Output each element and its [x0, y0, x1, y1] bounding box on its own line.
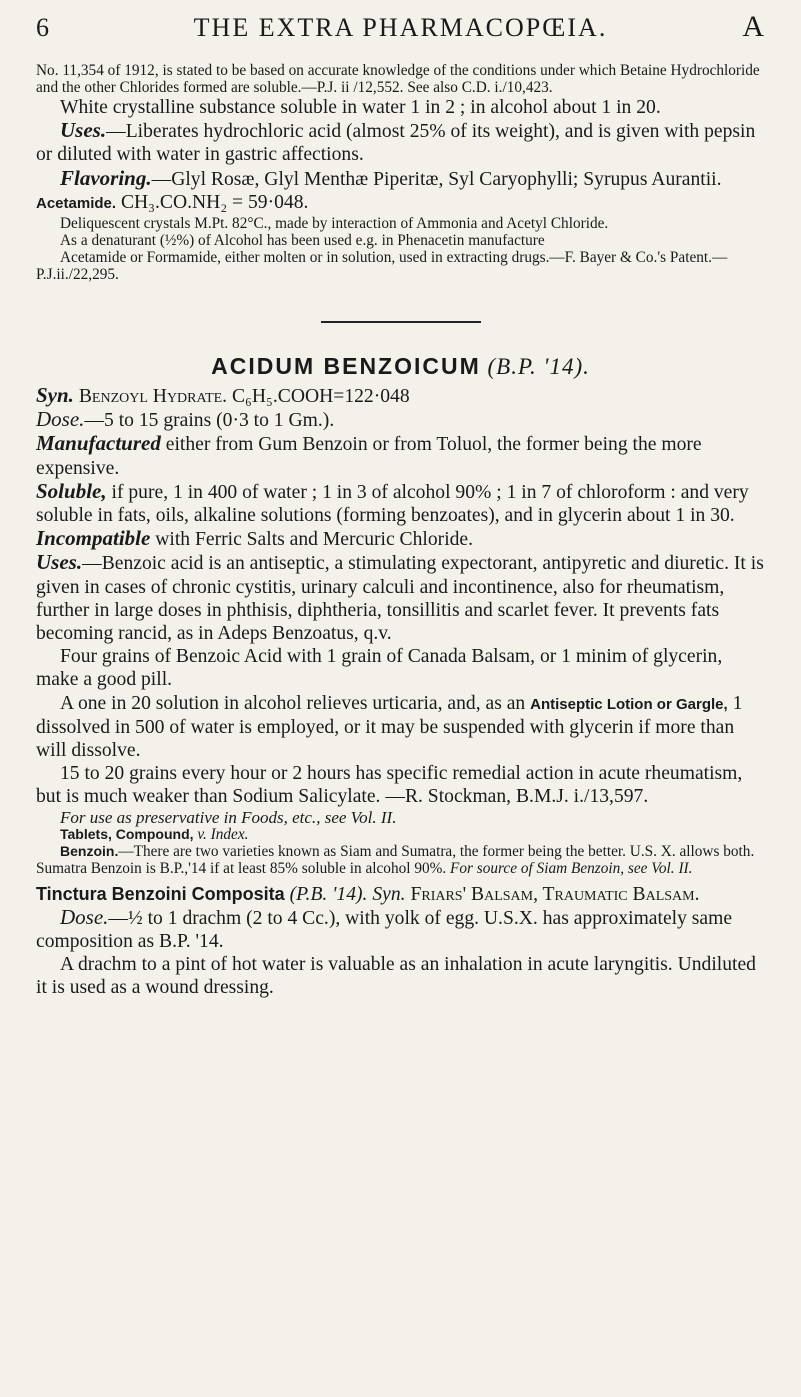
divider-rule	[321, 321, 481, 323]
section-letter: A	[742, 10, 765, 43]
syn-heading: Syn.	[36, 383, 74, 408]
syn-text: Benzoyl Hydrate.	[78, 386, 228, 408]
acetamide-heading: Acetamide.	[36, 194, 117, 212]
incompatible-paragraph	[36, 527, 765, 551]
flavoring-paragraph	[36, 167, 765, 191]
section-suffix: (B.P. '14).	[487, 354, 590, 380]
running-title: THE EXTRA PHARMACOPŒIA.	[193, 13, 608, 42]
flavoring-text: —Glyl Rosæ, Glyl Menthæ Piperitæ, Syl Caryophylli; Syrupus Aurantii.	[151, 168, 722, 190]
tablets-heading: Tablets, Compound,	[60, 825, 194, 842]
lotion-text-c: 1 dissolved in 500 of water is employed, or it may be suspended with glycerin if more than will dissolve.	[36, 692, 743, 762]
preservative-note: For use as preservative in Foods, etc., see Vol. II.	[60, 807, 397, 827]
benzoin-heading: Benzoin.	[60, 842, 119, 859]
syn-formula: C₆H₅.COOH=122·048	[231, 386, 410, 408]
rheumatism-paragraph: 15 to 20 grains every hour or 2 hours has specific remedial action in acute rheumatism, but is much weaker than Sodium Salicylate. —R. Stockman, B.M.J. i./13,597.	[36, 763, 743, 808]
tinctura-syn: Syn.	[372, 883, 406, 905]
soluble-paragraph	[36, 480, 765, 527]
benzoin-tail: For source of Siam Benzoin, see Vol. II.	[450, 859, 693, 877]
uses-paragraph-2	[36, 551, 765, 645]
top-note: No. 11,354 of 1912, is stated to be based on accurate knowledge of the conditions under which Betaine Hydrochloride and the other Chlorides formed are soluble.—P.J. ii /12,552. See also C.D. i./10,423.	[36, 62, 760, 96]
section-title	[36, 353, 765, 380]
acetamide-p1: Deliquescent crystals M.Pt. 82°C., made by interaction of Ammonia and Acetyl Chloride.	[60, 215, 609, 233]
tinctura-heading: Tinctura Benzoini Composita	[36, 883, 285, 904]
uses-text: —Liberates hydrochloric acid (almost 25% of its weight), and is given with pepsin or diluted with water in gastric affections.	[36, 121, 756, 166]
manufactured-heading: Manufactured	[36, 431, 161, 456]
lotion-paragraph	[36, 692, 765, 763]
syn-line	[36, 384, 765, 408]
lotion-heading: Antiseptic Lotion or Gargle,	[530, 695, 728, 713]
tinctura-mid: (P.B. '14).	[289, 883, 368, 905]
dose2-text: —½ to 1 drachm (2 to 4 Cc.), with yolk of egg. U.S.X. has approximately same composition as B.P. '14.	[36, 907, 733, 953]
page-header	[36, 10, 765, 44]
section-name: ACIDUM BENZOICUM	[211, 353, 481, 380]
manufactured-paragraph	[36, 432, 765, 479]
tinctura-text: Friars' Balsam, Traumatic Balsam.	[410, 883, 700, 905]
tablets-line	[36, 826, 765, 843]
dose-text: —5 to 15 grains (0·3 to 1 Gm.).	[84, 410, 335, 432]
dose-line	[36, 408, 765, 432]
acetamide-formula: CH₃.CO.NH₂ = 59·048.	[120, 191, 309, 213]
acetamide-p3: Acetamide or Formamide, either molten or in solution, used in extracting drugs.—F. Bayer & Co.'s Patent.—P.J.ii./22,295.	[36, 249, 728, 284]
page-number: 6	[36, 13, 50, 42]
uses-heading-2: Uses.	[36, 550, 83, 575]
dose2-heading: Dose.	[60, 904, 109, 929]
tinctura-paragraph	[36, 883, 765, 906]
uses-paragraph-1	[36, 119, 765, 166]
dose-heading: Dose.	[36, 407, 85, 432]
dose2-paragraph	[36, 906, 765, 953]
soluble-heading: Soluble,	[36, 478, 107, 503]
acetamide-p2: As a denaturant (½%) of Alcohol has been used e.g. in Phenacetin manufacture	[60, 232, 545, 250]
benzoin-paragraph	[36, 843, 765, 877]
incompatible-heading: Incompatible	[36, 526, 151, 551]
uses-text-2: —Benzoic acid is an antiseptic, a stimulating expectorant, antipyretic and diuretic. It is given in cases of chronic cystitis, urinary calculi and incontinence, also for rheumatism, further in large doses in phthisis, diphtheria, tonsillitis and scarlet fever. It prevents fats becoming rancid, as in Adeps Benzoatus, q.v.	[36, 553, 764, 645]
acetamide-heading-line	[36, 191, 765, 215]
benzoin-text: —There are two varieties known as Siam and Sumatra, the former being the better. U.S. X. allows both. Sumatra Benzoin is B.P.,'14 if at least 85% soluble in alcohol 90%.	[36, 842, 755, 877]
incompatible-text: with Ferric Salts and Mercuric Chloride.	[155, 529, 474, 551]
white-line: White crystalline substance soluble in water 1 in 2 ; in alcohol about 1 in 20.	[60, 97, 661, 118]
uses-heading: Uses.	[60, 118, 107, 143]
flavoring-heading: Flavoring.	[60, 165, 152, 190]
manufactured-text: either from Gum Benzoin or from Toluol, the former being the more expensive.	[36, 434, 702, 479]
pill-paragraph: Four grains of Benzoic Acid with 1 grain of Canada Balsam, or 1 minim of glycerin, make a good pill.	[36, 646, 723, 691]
soluble-text: if pure, 1 in 400 of water ; 1 in 3 of alcohol 90% ; 1 in 7 of chloroform : and very soluble in fats, oils, alkaline solutions (forming benzoates), and in glycerin about 1 in 30.	[36, 481, 749, 527]
lotion-text-a: A one in 20 solution in alcohol relieves urticaria, and, as an	[60, 692, 526, 714]
tablets-text: v. Index.	[197, 825, 249, 843]
inhalation-paragraph: A drachm to a pint of hot water is valuable as an inhalation in acute laryngitis. Undiluted it is used as a wound dressing.	[36, 954, 756, 999]
